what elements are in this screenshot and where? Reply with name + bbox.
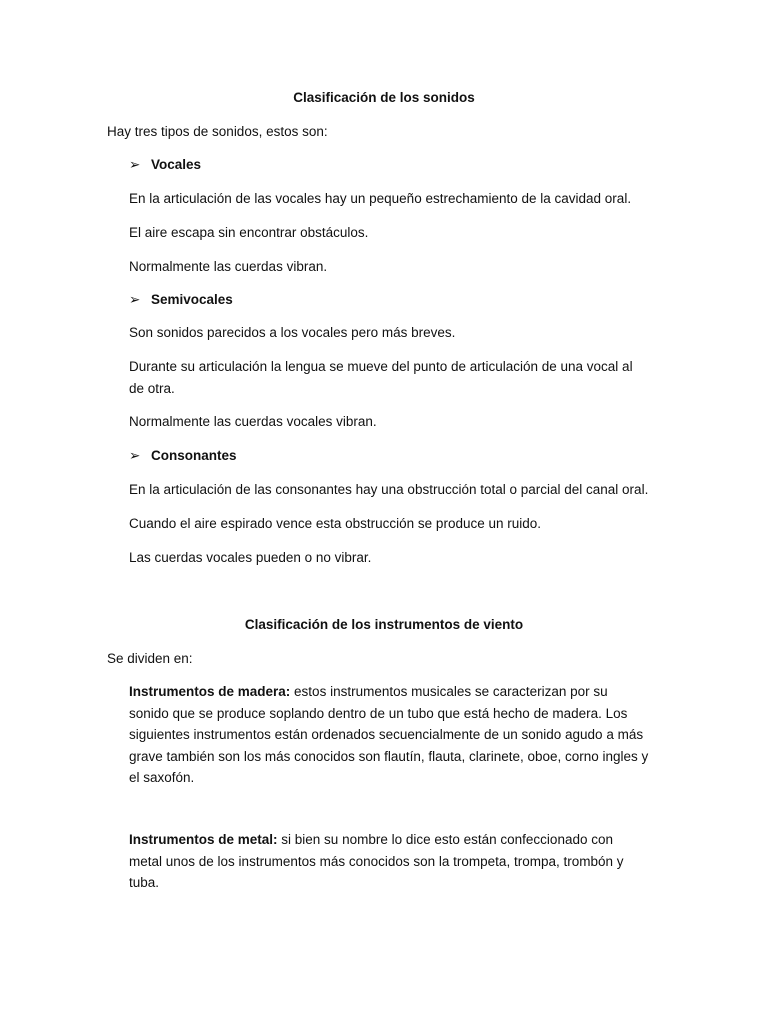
semivocales-line: Normalmente las cuerdas vocales vibran.: [129, 414, 377, 429]
semivocales-line: de otra.: [129, 381, 175, 396]
intro-instrumentos: Se dividen en:: [107, 651, 193, 666]
heading-consonantes: Consonantes: [151, 448, 237, 463]
consonantes-line: Las cuerdas vocales pueden o no vibrar.: [129, 550, 372, 565]
bullet-consonantes: [129, 446, 237, 466]
heading-vocales: Vocales: [151, 157, 202, 172]
bullet-semivocales: [129, 290, 233, 310]
section-title-sonidos: Clasificación de los sonidos: [293, 90, 475, 105]
arrow-bullet-icon: ➢: [129, 448, 141, 463]
text-madera: estos instrumentos musicales se caracterizan por su sonido que se produce soplando dentro de un tubo que está hecho de madera. Los siguientes instrumentos están ordenados secuencialmente de un sonido agudo a más grave también son los más conocidos son flautín, flauta, clarinete, oboe, corno ingles y el saxofón.: [129, 684, 649, 785]
arrow-bullet-icon: ➢: [129, 157, 141, 172]
semivocales-line: Son sonidos parecidos a los vocales pero más breves.: [129, 325, 456, 340]
label-madera: Instrumentos de madera:: [129, 684, 291, 699]
consonantes-line: En la articulación de las consonantes hay una obstrucción total o parcial del canal oral.: [129, 482, 649, 497]
consonantes-line: Cuando el aire espirado vence esta obstrucción se produce un ruido.: [129, 516, 542, 531]
paragraph-madera: [129, 681, 649, 789]
heading-semivocales: Semivocales: [151, 292, 233, 307]
vocales-line: Normalmente las cuerdas vibran.: [129, 259, 328, 274]
text-metal: si bien su nombre lo dice esto están confeccionado con metal unos de los instrumentos más conocidos son la trompeta, trompa, trombón y tuba.: [129, 832, 624, 890]
bullet-vocales: [129, 155, 201, 175]
intro-sonidos: Hay tres tipos de sonidos, estos son:: [107, 124, 328, 139]
label-metal: Instrumentos de metal:: [129, 832, 278, 847]
paragraph-metal: [129, 829, 649, 894]
arrow-bullet-icon: ➢: [129, 292, 141, 307]
vocales-line: El aire escapa sin encontrar obstáculos.: [129, 225, 369, 240]
vocales-line: En la articulación de las vocales hay un pequeño estrechamiento de la cavidad oral.: [129, 191, 632, 206]
semivocales-line: Durante su articulación la lengua se mueve del punto de articulación de una vocal al: [129, 359, 633, 374]
section-title-instrumentos: Clasificación de los instrumentos de viento: [244, 617, 524, 632]
